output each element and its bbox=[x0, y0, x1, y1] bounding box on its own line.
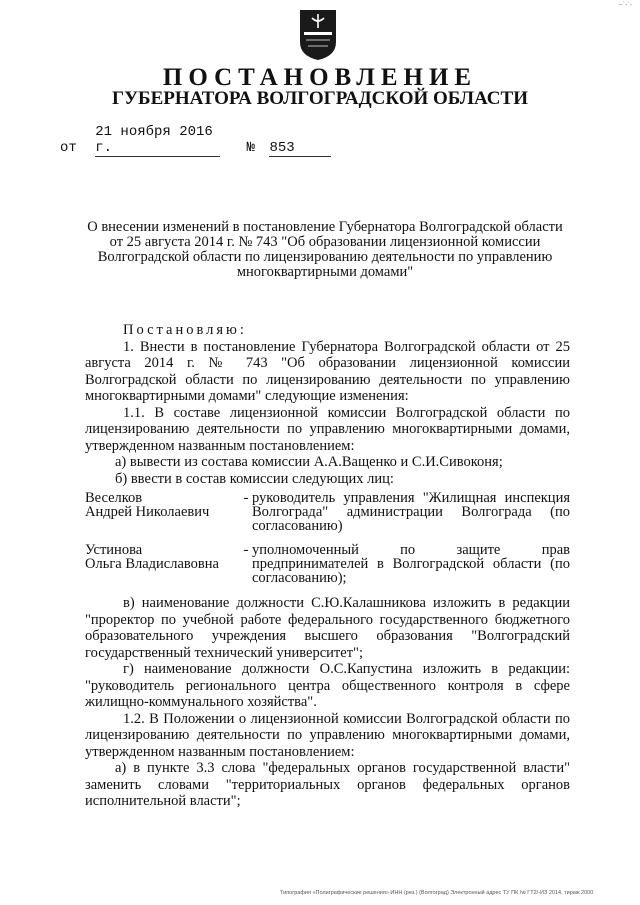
from-label: от bbox=[60, 140, 77, 156]
document-title: ПОСТАНОВЛЕНИЕ bbox=[162, 64, 478, 91]
member-row bbox=[85, 491, 570, 533]
corner-mark: ~`-`- bbox=[618, 2, 632, 9]
member-name bbox=[85, 543, 240, 585]
paragraph-b: б) ввести в состав комиссии следующих лиц: bbox=[115, 470, 394, 487]
member-position: руководитель управления "Жилищная инспекция Волгограда" администрации Волгограда (по согласованию) bbox=[252, 490, 570, 534]
member-given-name: Ольга Владиславовна bbox=[85, 556, 219, 572]
document-number: 853 bbox=[269, 140, 331, 157]
member-dash: - bbox=[243, 490, 249, 506]
document-subtitle: ГУБЕРНАТОРА ВОЛГОГРАДСКОЙ ОБЛАСТИ bbox=[112, 88, 528, 109]
paragraph-v: в) наименование должности С.Ю.Калашникова изложить в редакции "проректор по учебной работе федерального государственного бюджетного образовательного учреждения высшего образования "Волгоградский государственный технический университет"; bbox=[85, 595, 570, 661]
paragraph-g: г) наименование должности О.С.Капустина изложить в редакции: "руководитель регионального центра общественного контроля в сфере жилищно-коммунального хозяйства". bbox=[85, 661, 570, 710]
resolve-heading: Постановляю: bbox=[123, 322, 247, 338]
document-subject: О внесении изменений в постановление Губернатора Волгоградской области от 25 августа 2014 г. № 743 "Об образовании лицензионной комиссии Волгоградской области по лицензированию деятельности по управлению многоквартирными домами" bbox=[87, 219, 563, 280]
member-name bbox=[85, 491, 240, 533]
paragraph-1-1: 1.1. В составе лицензионной комиссии Волгоградской области по лицензированию деятельности по управлению многоквартирными домами, утвержденном названным постановлением: bbox=[85, 404, 570, 454]
document-body bbox=[85, 322, 570, 810]
paragraph-1: 1. Внести в постановление Губернатора Волгоградской области от 25 августа 2014 г. № 743 "Об образовании лицензионной комиссии Волгоградской области по лицензированию деятельности по управлению многоквартирными домами" следующие изменения: bbox=[85, 338, 570, 404]
number-label: № bbox=[246, 140, 256, 156]
member-given-name: Андрей Николаевич bbox=[85, 504, 210, 520]
member-surname: Веселков bbox=[85, 490, 143, 506]
member-dash: - bbox=[243, 542, 249, 558]
paragraph-a2: а) в пункте 3.3 слова "федеральных органов государственной власти" заменить словами "территориальных органов федеральных органов исполнительной власти"; bbox=[85, 760, 570, 809]
member-position: уполномоченный по защите прав предпринимателей в Волгоградской области (по согласованию); bbox=[252, 542, 570, 586]
paragraph-1-2: 1.2. В Положении о лицензионной комиссии Волгоградской области по лицензированию деятельности по управлению многоквартирными домами, утвержденном названным постановлением: bbox=[85, 710, 570, 760]
member-surname: Устинова bbox=[85, 542, 143, 558]
paragraph-a: а) вывести из состава комиссии А.А.Ващенко и С.И.Сивоконя; bbox=[115, 454, 503, 470]
document-date: 21 ноября 2016 г. bbox=[95, 124, 220, 157]
member-row bbox=[85, 543, 570, 585]
date-line bbox=[60, 124, 331, 157]
coat-of-arms-icon bbox=[296, 8, 340, 62]
printer-footer: Типография «Полиграфические решения» ИНН (рез.) (Волгоград) Электронный адрес ТУ ПК № ГТ2/-ИЗ 2014, тираж 2000 bbox=[280, 890, 594, 896]
